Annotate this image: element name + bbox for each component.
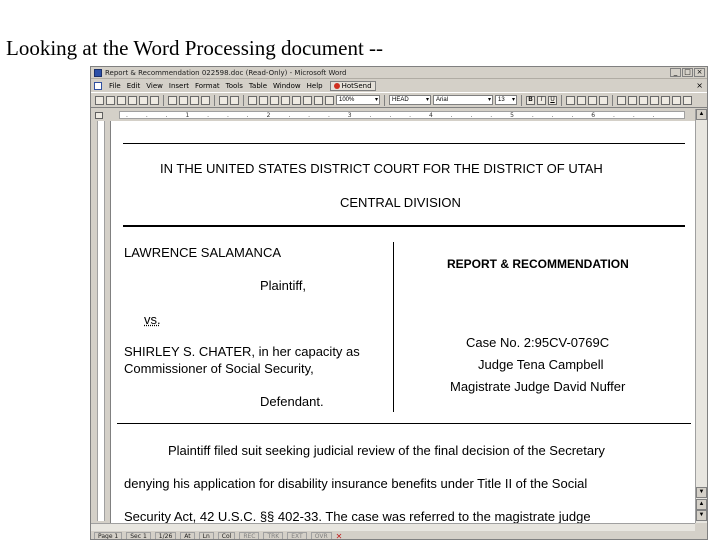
status-section: Sec 1 bbox=[126, 532, 151, 540]
status-ovr[interactable]: OVR bbox=[311, 532, 332, 540]
menu-insert[interactable]: Insert bbox=[168, 81, 189, 90]
document-map-icon[interactable] bbox=[314, 96, 323, 105]
tab-selector-icon[interactable] bbox=[95, 112, 103, 119]
caption-bottom-rule bbox=[117, 423, 691, 424]
horizontal-scrollbar[interactable] bbox=[91, 523, 695, 531]
cut-icon[interactable] bbox=[168, 96, 177, 105]
slide-caption: Looking at the Word Processing document -- bbox=[6, 36, 384, 60]
menu-view[interactable]: View bbox=[146, 81, 163, 90]
toolbar-separator bbox=[163, 95, 164, 106]
close-button[interactable]: × bbox=[694, 68, 705, 77]
menu-help[interactable]: Help bbox=[306, 81, 323, 90]
window-controls bbox=[670, 68, 705, 77]
header-top-rule bbox=[123, 143, 685, 144]
judge-name: Judge Tena Campbell bbox=[478, 357, 604, 372]
drawing-icon[interactable] bbox=[303, 96, 312, 105]
defendant-role: Commissioner of Social Security, bbox=[124, 361, 314, 376]
columns-icon[interactable] bbox=[292, 96, 301, 105]
ruler-marks: . . . 1 . . . 2 . . . 3 . . . 4 . . . 5 . . . 6 . . . bbox=[119, 111, 685, 119]
defendant-label: Defendant. bbox=[260, 394, 324, 409]
font-color-icon[interactable] bbox=[683, 96, 692, 105]
insert-excel-icon[interactable] bbox=[281, 96, 290, 105]
report-title: REPORT & RECOMMENDATION bbox=[447, 257, 629, 271]
window-title: Report & Recommendation 022598.doc (Read-Only) - Microsoft Word bbox=[105, 68, 347, 77]
bullets-icon[interactable] bbox=[628, 96, 637, 105]
maximize-button[interactable]: □ bbox=[682, 68, 693, 77]
title-bar bbox=[91, 67, 707, 79]
font-size-select[interactable]: 13 ▾ bbox=[495, 95, 517, 105]
toolbar-separator bbox=[384, 95, 385, 106]
justify-icon[interactable] bbox=[599, 96, 608, 105]
toolbar-separator bbox=[612, 95, 613, 106]
status-rec[interactable]: REC bbox=[239, 532, 259, 540]
menu-edit[interactable]: Edit bbox=[126, 81, 141, 90]
hyperlink-icon[interactable] bbox=[248, 96, 257, 105]
caption-divider bbox=[393, 242, 394, 412]
toolbar-separator bbox=[521, 95, 522, 106]
menu-format[interactable]: Format bbox=[194, 81, 220, 90]
close-document-button[interactable]: × bbox=[696, 81, 703, 90]
status-pages: 1/26 bbox=[155, 532, 176, 540]
body-line-2: denying his application for disability insurance benefits under Title II of the Social bbox=[124, 476, 588, 491]
bold-button[interactable]: B bbox=[526, 96, 535, 105]
vertical-scrollbar[interactable] bbox=[695, 109, 707, 523]
word-window bbox=[90, 66, 708, 540]
document-icon[interactable] bbox=[94, 82, 102, 90]
defendant-name: SHIRLEY S. CHATER, in her capacity as bbox=[124, 344, 360, 359]
insert-table-icon[interactable] bbox=[270, 96, 279, 105]
hotsend-button[interactable] bbox=[330, 81, 376, 91]
status-trk[interactable]: TRK bbox=[263, 532, 283, 540]
scroll-down-icon[interactable]: ▼ bbox=[696, 487, 707, 498]
magistrate-name: Magistrate Judge David Nuffer bbox=[450, 379, 626, 394]
new-document-icon[interactable] bbox=[95, 96, 104, 105]
minimize-button[interactable]: _ bbox=[670, 68, 681, 77]
align-right-icon[interactable] bbox=[588, 96, 597, 105]
copy-icon[interactable] bbox=[179, 96, 188, 105]
align-center-icon[interactable] bbox=[577, 96, 586, 105]
font-select[interactable]: Arial ▾ bbox=[433, 95, 493, 105]
status-at: At bbox=[180, 532, 194, 540]
vertical-ruler[interactable] bbox=[91, 121, 109, 523]
increase-indent-icon[interactable] bbox=[650, 96, 659, 105]
case-number: Case No. 2:95CV-0769C bbox=[466, 335, 610, 350]
menu-window[interactable]: Window bbox=[273, 81, 301, 90]
show-hide-icon[interactable] bbox=[325, 96, 334, 105]
plaintiff-name: LAWRENCE SALAMANCA bbox=[124, 245, 281, 260]
scroll-up-icon[interactable]: ▲ bbox=[696, 109, 707, 120]
menu-tools[interactable]: Tools bbox=[225, 81, 243, 90]
status-page: Page 1 bbox=[94, 532, 122, 540]
division-heading: CENTRAL DIVISION bbox=[340, 195, 461, 210]
word-app-icon[interactable] bbox=[94, 69, 102, 77]
court-heading: IN THE UNITED STATES DISTRICT COURT FOR THE DISTRICT OF UTAH bbox=[160, 161, 603, 176]
menu-file[interactable]: File bbox=[109, 81, 121, 90]
tables-borders-icon[interactable] bbox=[259, 96, 268, 105]
versus-label: vs. bbox=[144, 312, 161, 327]
caption-top-rule bbox=[123, 225, 685, 227]
decrease-indent-icon[interactable] bbox=[639, 96, 648, 105]
toolbar-separator bbox=[561, 95, 562, 106]
italic-button[interactable]: I bbox=[537, 96, 546, 105]
next-page-icon[interactable]: ▼ bbox=[696, 510, 707, 521]
status-bar bbox=[91, 531, 707, 540]
status-col: Col bbox=[218, 532, 236, 540]
plaintiff-label: Plaintiff, bbox=[260, 278, 307, 293]
format-painter-icon[interactable] bbox=[201, 96, 210, 105]
horizontal-ruler[interactable] bbox=[91, 109, 707, 121]
hotsend-icon bbox=[334, 83, 340, 89]
zoom-select[interactable]: 100% ▾ bbox=[336, 95, 380, 105]
save-icon[interactable] bbox=[117, 96, 126, 105]
border-icon[interactable] bbox=[661, 96, 670, 105]
spelling-status-icon[interactable]: ✕ bbox=[335, 531, 343, 540]
hotsend-label: HotSend bbox=[341, 81, 372, 90]
redo-icon[interactable] bbox=[230, 96, 239, 105]
align-left-icon[interactable] bbox=[566, 96, 575, 105]
spelling-icon[interactable] bbox=[150, 96, 159, 105]
toolbar-separator bbox=[243, 95, 244, 106]
print-preview-icon[interactable] bbox=[139, 96, 148, 105]
body-line-3: Security Act, 42 U.S.C. §§ 402-33. The case was referred to the magistrate judge bbox=[124, 509, 591, 523]
status-ext[interactable]: EXT bbox=[287, 532, 306, 540]
vertical-ruler-strip bbox=[97, 121, 105, 521]
undo-icon[interactable] bbox=[219, 96, 228, 105]
numbering-icon[interactable] bbox=[617, 96, 626, 105]
status-line: Ln bbox=[199, 532, 214, 540]
previous-page-icon[interactable]: ▲ bbox=[696, 499, 707, 510]
toolbar-separator bbox=[214, 95, 215, 106]
menu-table[interactable]: Table bbox=[248, 81, 268, 90]
underline-button[interactable]: U bbox=[548, 96, 557, 105]
print-icon[interactable] bbox=[128, 96, 137, 105]
highlight-icon[interactable] bbox=[672, 96, 681, 105]
body-line-1: Plaintiff filed suit seeking judicial review of the final decision of the Secretary bbox=[168, 443, 605, 458]
document-page[interactable] bbox=[110, 121, 695, 523]
open-folder-icon[interactable] bbox=[106, 96, 115, 105]
paste-icon[interactable] bbox=[190, 96, 199, 105]
style-select[interactable]: HEAD ▾ bbox=[389, 95, 431, 105]
menu-bar bbox=[91, 79, 707, 92]
formatting-toolbar bbox=[91, 92, 707, 108]
